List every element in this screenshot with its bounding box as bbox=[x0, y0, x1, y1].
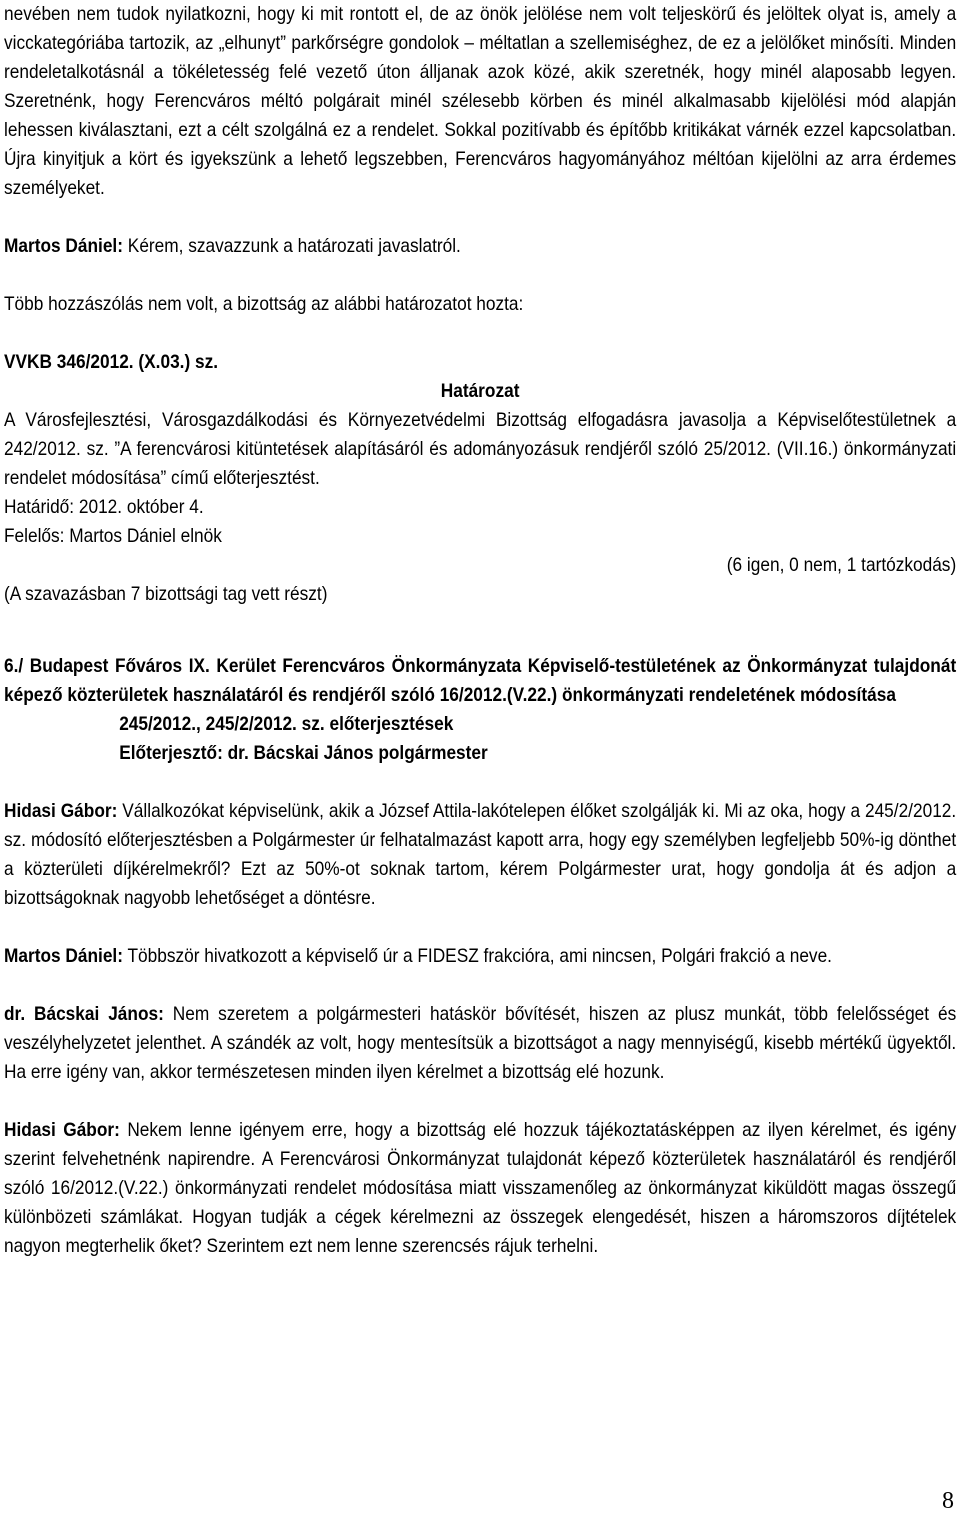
resolution-text: A Városfejlesztési, Városgazdálkodási és Környezetvédelmi Bizottság elfogadásra javasolja a Képviselőtestületnek a 242/2012. sz. ”A ferencvárosi kitüntetések alapításáról és adományozásuk rendjéről szóló 25/2012. (VII.16.) önkormányzati rendelet módosítása” című előterjesztést. bbox=[4, 410, 957, 489]
agenda-item-6-heading: 6./ Budapest Főváros IX. Kerület Ferencváros Önkormányzata Képviselő-testületének az Önkormányzat tulajdonát képező közterületek használatáról és rendjéről szóló 16/2012.(V.22.) önkormányzati rendeletének módosítása bbox=[4, 656, 957, 706]
paragraph-bacskai bbox=[4, 1000, 956, 1087]
resolution-number: VVKB 346/2012. (X.03.) sz. bbox=[4, 352, 219, 373]
agenda-item-6-presenter: Előterjesztő: dr. Bácskai János polgármester bbox=[119, 743, 488, 764]
resolution-deadline: Határidő: 2012. október 4. bbox=[4, 497, 204, 518]
speaker-name: Martos Dániel: bbox=[4, 946, 123, 967]
speech-text: Vállalkozókat képviselünk, akik a József Attila-lakótelepen élőket szolgálják ki. Mi az oka, hogy a 245/2/2012. sz. módosító előterjesztésben a Polgármester úr felhatalmazást kapott arra, hogy egy személyben legfeljebb 50%-ig dönthet a közterületi díjkérelmekről? Ezt az 50%-ot soknak tartom, kérem Polgármester urat, hogy gondolja át és adjon a bizottságoknak nagyobb lehetőséget a döntésre. bbox=[4, 801, 957, 909]
speech-text: Nem szeretem a polgármesteri hatáskör bővítését, hiszen az plusz munkát, több felelősséget és veszélyhelyzetet jelenthet. A szándék az volt, hogy mentesítsük a bizottságot a nagy mennyiségű, kisebb mértékű ügyektől. Ha erre igény van, akkor természetesen minden ilyen kérelmet a bizottság elé hozunk. bbox=[4, 1004, 957, 1083]
paragraph-1: nevében nem tudok nyilatkozni, hogy ki mit rontott el, de az önök jelölése nem volt teljeskörű és jelöltek olyat is, amely a vicckategóriába tartozik, az „elhunyt” parkőrségre gondolok – méltatlan a szellemiséghez, de ez a jelölőket minősíti. Minden rendeletalkotásnál a tökéletesség felé vezető úton álljanak azok közé, akik szeretnék, hogy minél alaposabb legyen. Szeretnénk, hogy Ferencváros méltó polgárait minél szélesebb körben és minél alkalmasabb kijelölési mód alapján lehessen kiválasztani, ezt a célt szolgálná ez a rendelet. Sokkal pozitívabb és építőbb kritikákat várnék ezzel kapcsolatban. Újra kinyitjuk a kört és igyekszünk a lehető legszebben, Ferencváros hagyományához méltóan kijelölni az arra érdemes személyeket. bbox=[4, 4, 957, 199]
paragraph-martos-2 bbox=[4, 942, 956, 971]
page-number: 8 bbox=[942, 1488, 954, 1514]
speech-text: Kérem, szavazzunk a határozati javaslatról. bbox=[122, 236, 461, 257]
agenda-item-6-references: 245/2012., 245/2/2012. sz. előterjesztések bbox=[119, 714, 454, 735]
speech-text: Többször hivatkozott a képviselő úr a FIDESZ frakcióra, ami nincsen, Polgári frakció a neve. bbox=[122, 946, 832, 967]
resolution-title: Határozat bbox=[440, 381, 520, 402]
paragraph-hidasi-1 bbox=[4, 797, 956, 913]
vote-result: (6 igen, 0 nem, 1 tartózkodás) bbox=[726, 555, 957, 576]
speaker-name: Martos Dániel: bbox=[4, 236, 123, 257]
resolution-responsible: Felelős: Martos Dániel elnök bbox=[4, 526, 222, 547]
paragraph-hidasi-2 bbox=[4, 1116, 956, 1261]
speaker-name: dr. Bácskai János: bbox=[4, 1004, 164, 1025]
speaker-name: Hidasi Gábor: bbox=[4, 1120, 120, 1141]
document-page bbox=[4, 0, 956, 1261]
speech-text: Nekem lenne igényem erre, hogy a bizottság elé hozzuk tájékoztatásképpen az ilyen kérelmet, és igény szerint felvehetnénk napirendre. A Ferencvárosi Önkormányzat tulajdonát képező közterületek használatáról és rendjéről szóló 16/2012.(V.22.) önkormányzati rendelet módosítása miatt visszamenőleg az önkormányzat kiküldött magas összegű különbözeti számlákat. Hogyan tudják a cégek kérelmezni az összegek elengedését, hiszen a háromszoros díjtételek nagyon megterhelik őket? Szerintem ezt nem lenne szerencsés rájuk terhelni. bbox=[4, 1120, 957, 1257]
speaker-name: Hidasi Gábor: bbox=[4, 801, 118, 822]
vote-participants: (A szavazásban 7 bizottsági tag vett részt) bbox=[4, 584, 328, 605]
paragraph-no-more-comments: Több hozzászólás nem volt, a bizottság az alábbi határozatot hozta: bbox=[4, 294, 524, 315]
paragraph-vote-call bbox=[4, 232, 956, 261]
